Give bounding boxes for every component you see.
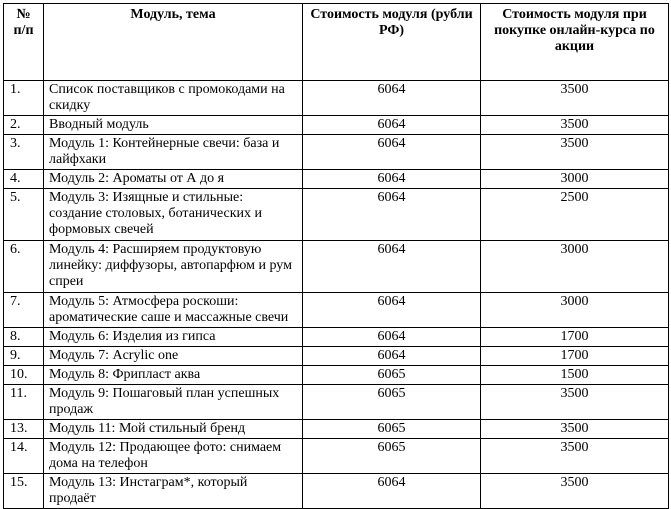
row-promo: 3000 [481, 293, 669, 328]
row-promo: 3500 [481, 474, 669, 509]
row-price: 6064 [303, 241, 481, 293]
table-row [4, 170, 669, 189]
row-title: Модуль 2: Ароматы от А до я [44, 170, 303, 189]
row-promo: 1700 [481, 347, 669, 366]
row-title: Вводный модуль [44, 116, 303, 135]
table-row [4, 241, 669, 293]
row-num: 13. [4, 420, 44, 439]
row-title: Модуль 11: Мой стильный бренд [44, 420, 303, 439]
row-num: 4. [4, 170, 44, 189]
row-price: 6065 [303, 385, 481, 420]
row-promo: 3500 [481, 439, 669, 474]
row-num: 8. [4, 328, 44, 347]
table-row [4, 116, 669, 135]
row-price: 6064 [303, 293, 481, 328]
row-title: Модуль 6: Изделия из гипса [44, 328, 303, 347]
table-header-row [4, 4, 669, 81]
row-num: 10. [4, 366, 44, 385]
row-title: Модуль 8: Фрипласт аква [44, 366, 303, 385]
row-price: 6064 [303, 116, 481, 135]
row-title: Модуль 3: Изящные и стильные: создание столовых, ботанических и формовых свечей [44, 189, 303, 241]
table-row [4, 293, 669, 328]
table-row [4, 366, 669, 385]
row-title: Модуль 1: Контейнерные свечи: база и лайфхаки [44, 135, 303, 170]
row-title: Модуль 5: Атмосфера роскоши: ароматические саше и массажные свечи [44, 293, 303, 328]
row-num: 15. [4, 474, 44, 509]
row-num: 1. [4, 81, 44, 116]
row-num: 2. [4, 116, 44, 135]
row-title: Модуль 12: Продающее фото: снимаем дома на телефон [44, 439, 303, 474]
row-num: 3. [4, 135, 44, 170]
row-promo: 3500 [481, 420, 669, 439]
row-title: Список поставщиков с промокодами на скидку [44, 81, 303, 116]
row-title: Модуль 9: Пошаговый план успешных продаж [44, 385, 303, 420]
table-row [4, 135, 669, 170]
row-num: 7. [4, 293, 44, 328]
row-title: Модуль 13: Инстаграм*, который продаёт [44, 474, 303, 509]
row-price: 6064 [303, 81, 481, 116]
row-promo: 3500 [481, 135, 669, 170]
row-promo: 1500 [481, 366, 669, 385]
header-promo: Стоимость модуля при покупке онлайн-курса по акции [481, 4, 669, 81]
row-price: 6065 [303, 366, 481, 385]
row-num: 14. [4, 439, 44, 474]
row-num: 9. [4, 347, 44, 366]
row-title: Модуль 7: Acrylic one [44, 347, 303, 366]
row-price: 6064 [303, 474, 481, 509]
table-row [4, 420, 669, 439]
row-price: 6064 [303, 170, 481, 189]
row-price: 6065 [303, 420, 481, 439]
row-num: 11. [4, 385, 44, 420]
row-promo: 1700 [481, 328, 669, 347]
row-promo: 2500 [481, 189, 669, 241]
row-price: 6065 [303, 439, 481, 474]
table-row [4, 347, 669, 366]
header-price: Стоимость модуля (рубли РФ) [303, 4, 481, 81]
table-row [4, 474, 669, 509]
table-row [4, 189, 669, 241]
row-promo: 3000 [481, 241, 669, 293]
header-num: № п/п [4, 4, 44, 81]
row-title: Модуль 4: Расширяем продуктовую линейку: диффузоры, автопарфюм и рум спреи [44, 241, 303, 293]
table-row [4, 385, 669, 420]
row-promo: 3500 [481, 385, 669, 420]
row-promo: 3500 [481, 116, 669, 135]
price-table [3, 3, 669, 509]
row-num: 6. [4, 241, 44, 293]
row-promo: 3500 [481, 81, 669, 116]
table-row [4, 439, 669, 474]
table-row [4, 81, 669, 116]
table-row [4, 328, 669, 347]
row-promo: 3000 [481, 170, 669, 189]
row-num: 5. [4, 189, 44, 241]
header-title: Модуль, тема [44, 4, 303, 81]
row-price: 6064 [303, 135, 481, 170]
row-price: 6064 [303, 189, 481, 241]
row-price: 6064 [303, 328, 481, 347]
row-price: 6064 [303, 347, 481, 366]
